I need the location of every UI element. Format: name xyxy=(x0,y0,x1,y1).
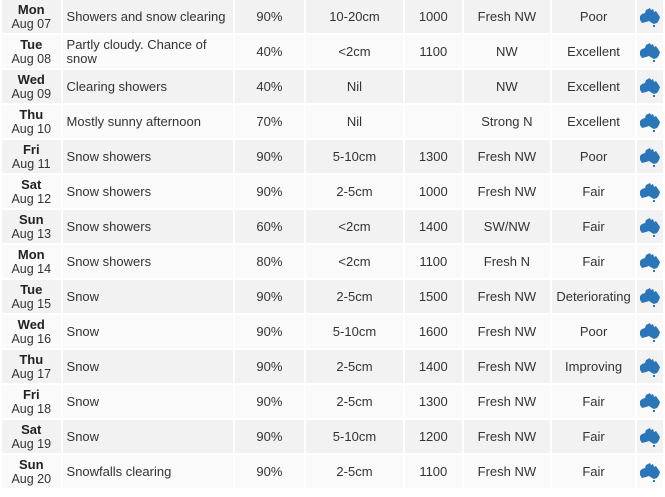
trend-rating: Excellent xyxy=(552,35,635,68)
day-of-week: Wed xyxy=(17,71,45,87)
australia-map-icon[interactable] xyxy=(639,427,661,447)
day-cell xyxy=(2,315,61,348)
map-cell[interactable] xyxy=(637,140,663,173)
date: Aug 10 xyxy=(11,121,52,136)
day-cell xyxy=(2,140,61,173)
conditions: Snow xyxy=(63,350,233,383)
forecast-row xyxy=(2,175,663,208)
probability: 90% xyxy=(235,385,304,418)
date: Aug 19 xyxy=(11,436,52,451)
date: Aug 15 xyxy=(11,296,52,311)
date: Aug 08 xyxy=(11,51,52,66)
wind: Fresh NW xyxy=(464,420,551,453)
probability: 90% xyxy=(235,175,304,208)
snow-amount: 5-10cm xyxy=(306,315,403,348)
snow-level: 1600 xyxy=(405,315,461,348)
conditions: Snowfalls clearing xyxy=(63,455,233,488)
snow-amount: 10-20cm xyxy=(306,0,403,33)
date: Aug 16 xyxy=(11,331,52,346)
date: Aug 11 xyxy=(11,156,51,171)
trend-rating: Deteriorating xyxy=(552,280,635,313)
probability: 40% xyxy=(235,35,304,68)
date: Aug 13 xyxy=(11,226,52,241)
map-cell[interactable] xyxy=(637,245,663,278)
date: Aug 12 xyxy=(11,191,52,206)
forecast-row xyxy=(2,245,663,278)
snow-level: 1000 xyxy=(405,175,461,208)
day-of-week: Sat xyxy=(21,421,42,437)
day-of-week: Tue xyxy=(20,281,43,297)
conditions: Snow showers xyxy=(63,210,233,243)
day-cell xyxy=(2,0,61,33)
snow-level: 1100 xyxy=(405,455,461,488)
forecast-row xyxy=(2,350,663,383)
trend-rating: Fair xyxy=(552,455,635,488)
day-cell xyxy=(2,420,61,453)
date: Aug 07 xyxy=(11,16,52,31)
map-cell[interactable] xyxy=(637,420,663,453)
australia-map-icon[interactable] xyxy=(639,112,661,132)
day-cell xyxy=(2,210,61,243)
forecast-row xyxy=(2,280,663,313)
probability: 90% xyxy=(235,140,304,173)
map-cell[interactable] xyxy=(637,315,663,348)
probability: 90% xyxy=(235,315,304,348)
snow-level xyxy=(405,70,461,103)
conditions: Snow showers xyxy=(63,140,233,173)
trend-rating: Fair xyxy=(552,420,635,453)
map-cell[interactable] xyxy=(637,105,663,138)
probability: 90% xyxy=(235,420,304,453)
snow-amount: 2-5cm xyxy=(306,385,403,418)
australia-map-icon[interactable] xyxy=(639,77,661,97)
day-cell xyxy=(2,175,61,208)
forecast-row xyxy=(2,140,663,173)
probability: 90% xyxy=(235,350,304,383)
date: Aug 09 xyxy=(11,86,52,101)
probability: 90% xyxy=(235,0,304,33)
australia-map-icon[interactable] xyxy=(639,182,661,202)
forecast-row xyxy=(2,385,663,418)
australia-map-icon[interactable] xyxy=(639,322,661,342)
date: Aug 20 xyxy=(11,471,52,486)
snow-level: 1400 xyxy=(405,350,461,383)
probability: 60% xyxy=(235,210,304,243)
day-of-week: Fri xyxy=(22,386,40,402)
map-cell[interactable] xyxy=(637,455,663,488)
map-cell[interactable] xyxy=(637,35,663,68)
date: Aug 14 xyxy=(11,261,52,276)
conditions: Snow xyxy=(63,385,233,418)
day-cell xyxy=(2,350,61,383)
wind: SW/NW xyxy=(464,210,551,243)
day-of-week: Wed xyxy=(17,316,45,332)
snow-level: 1100 xyxy=(405,245,461,278)
conditions: Snow xyxy=(63,420,233,453)
snow-amount: 5-10cm xyxy=(306,420,403,453)
snow-level: 1300 xyxy=(405,140,461,173)
trend-rating: Excellent xyxy=(552,105,635,138)
wind: Fresh N xyxy=(464,245,551,278)
wind: Strong N xyxy=(464,105,551,138)
wind: Fresh NW xyxy=(464,175,551,208)
conditions: Mostly sunny afternoon xyxy=(63,105,233,138)
forecast-table-body xyxy=(2,0,663,488)
australia-map-icon[interactable] xyxy=(639,252,661,272)
day-of-week: Sat xyxy=(21,176,42,192)
probability: 80% xyxy=(235,245,304,278)
snow-amount: <2cm xyxy=(306,245,403,278)
forecast-row xyxy=(2,455,663,488)
map-cell[interactable] xyxy=(637,385,663,418)
wind: Fresh NW xyxy=(464,385,551,418)
day-cell xyxy=(2,455,61,488)
snow-amount: <2cm xyxy=(306,35,403,68)
probability: 40% xyxy=(235,70,304,103)
trend-rating: Improving xyxy=(552,350,635,383)
conditions: Clearing showers xyxy=(63,70,233,103)
forecast-row xyxy=(2,105,663,138)
map-cell[interactable] xyxy=(637,280,663,313)
snow-amount: 2-5cm xyxy=(306,175,403,208)
map-cell[interactable] xyxy=(637,70,663,103)
snow-level: 1000 xyxy=(405,0,461,33)
day-cell xyxy=(2,385,61,418)
australia-map-icon[interactable] xyxy=(639,147,661,167)
map-cell[interactable] xyxy=(637,210,663,243)
snow-level: 1100 xyxy=(405,35,461,68)
day-cell xyxy=(2,35,61,68)
day-cell xyxy=(2,105,61,138)
day-cell xyxy=(2,245,61,278)
snow-level: 1400 xyxy=(405,210,461,243)
snow-amount: 2-5cm xyxy=(306,455,403,488)
trend-rating: Excellent xyxy=(552,70,635,103)
snow-amount: Nil xyxy=(306,70,403,103)
trend-rating: Poor xyxy=(552,315,635,348)
forecast-row xyxy=(2,70,663,103)
day-of-week: Sun xyxy=(18,211,44,227)
conditions: Snow showers xyxy=(63,245,233,278)
trend-rating: Poor xyxy=(552,0,635,33)
trend-rating: Fair xyxy=(552,385,635,418)
trend-rating: Fair xyxy=(552,245,635,278)
wind: NW xyxy=(464,70,551,103)
day-of-week: Fri xyxy=(22,141,40,157)
wind: Fresh NW xyxy=(464,140,551,173)
wind: Fresh NW xyxy=(464,350,551,383)
day-of-week: Thu xyxy=(19,106,44,122)
probability: 90% xyxy=(235,280,304,313)
snow-level xyxy=(405,105,461,138)
forecast-row xyxy=(2,0,663,33)
snow-amount: 5-10cm xyxy=(306,140,403,173)
australia-map-icon[interactable] xyxy=(639,7,661,27)
australia-map-icon[interactable] xyxy=(639,392,661,412)
day-of-week: Sun xyxy=(18,456,44,472)
day-cell xyxy=(2,70,61,103)
conditions: Showers and snow clearing xyxy=(63,0,233,33)
australia-map-icon[interactable] xyxy=(639,357,661,377)
snow-amount: <2cm xyxy=(306,210,403,243)
australia-map-icon[interactable] xyxy=(639,217,661,237)
map-cell[interactable] xyxy=(637,350,663,383)
probability: 70% xyxy=(235,105,304,138)
wind: Fresh NW xyxy=(464,280,551,313)
day-of-week: Tue xyxy=(20,36,43,52)
probability: 90% xyxy=(235,455,304,488)
wind: NW xyxy=(464,35,551,68)
map-cell[interactable] xyxy=(637,175,663,208)
conditions: Snow showers xyxy=(63,175,233,208)
conditions: Partly cloudy. Chance of snow xyxy=(63,35,233,68)
day-of-week: Mon xyxy=(17,246,45,262)
day-of-week: Mon xyxy=(17,1,45,17)
wind: Fresh NW xyxy=(464,315,551,348)
snow-amount: 2-5cm xyxy=(306,350,403,383)
snow-amount: 2-5cm xyxy=(306,280,403,313)
forecast-row xyxy=(2,315,663,348)
snow-amount: Nil xyxy=(306,105,403,138)
date: Aug 17 xyxy=(11,366,52,381)
trend-rating: Fair xyxy=(552,210,635,243)
conditions: Snow xyxy=(63,280,233,313)
australia-map-icon[interactable] xyxy=(639,287,661,307)
day-cell xyxy=(2,280,61,313)
snow-level: 1500 xyxy=(405,280,461,313)
australia-map-icon[interactable] xyxy=(639,42,661,62)
trend-rating: Fair xyxy=(552,175,635,208)
forecast-row xyxy=(2,210,663,243)
snow-level: 1200 xyxy=(405,420,461,453)
map-cell[interactable] xyxy=(637,0,663,33)
snow-level: 1300 xyxy=(405,385,461,418)
date: Aug 18 xyxy=(11,401,52,416)
trend-rating: Poor xyxy=(552,140,635,173)
australia-map-icon[interactable] xyxy=(639,462,661,482)
conditions: Snow xyxy=(63,315,233,348)
day-of-week: Thu xyxy=(19,351,44,367)
wind: Fresh NW xyxy=(464,0,551,33)
forecast-row xyxy=(2,35,663,68)
forecast-row xyxy=(2,420,663,453)
wind: Fresh NW xyxy=(464,455,551,488)
